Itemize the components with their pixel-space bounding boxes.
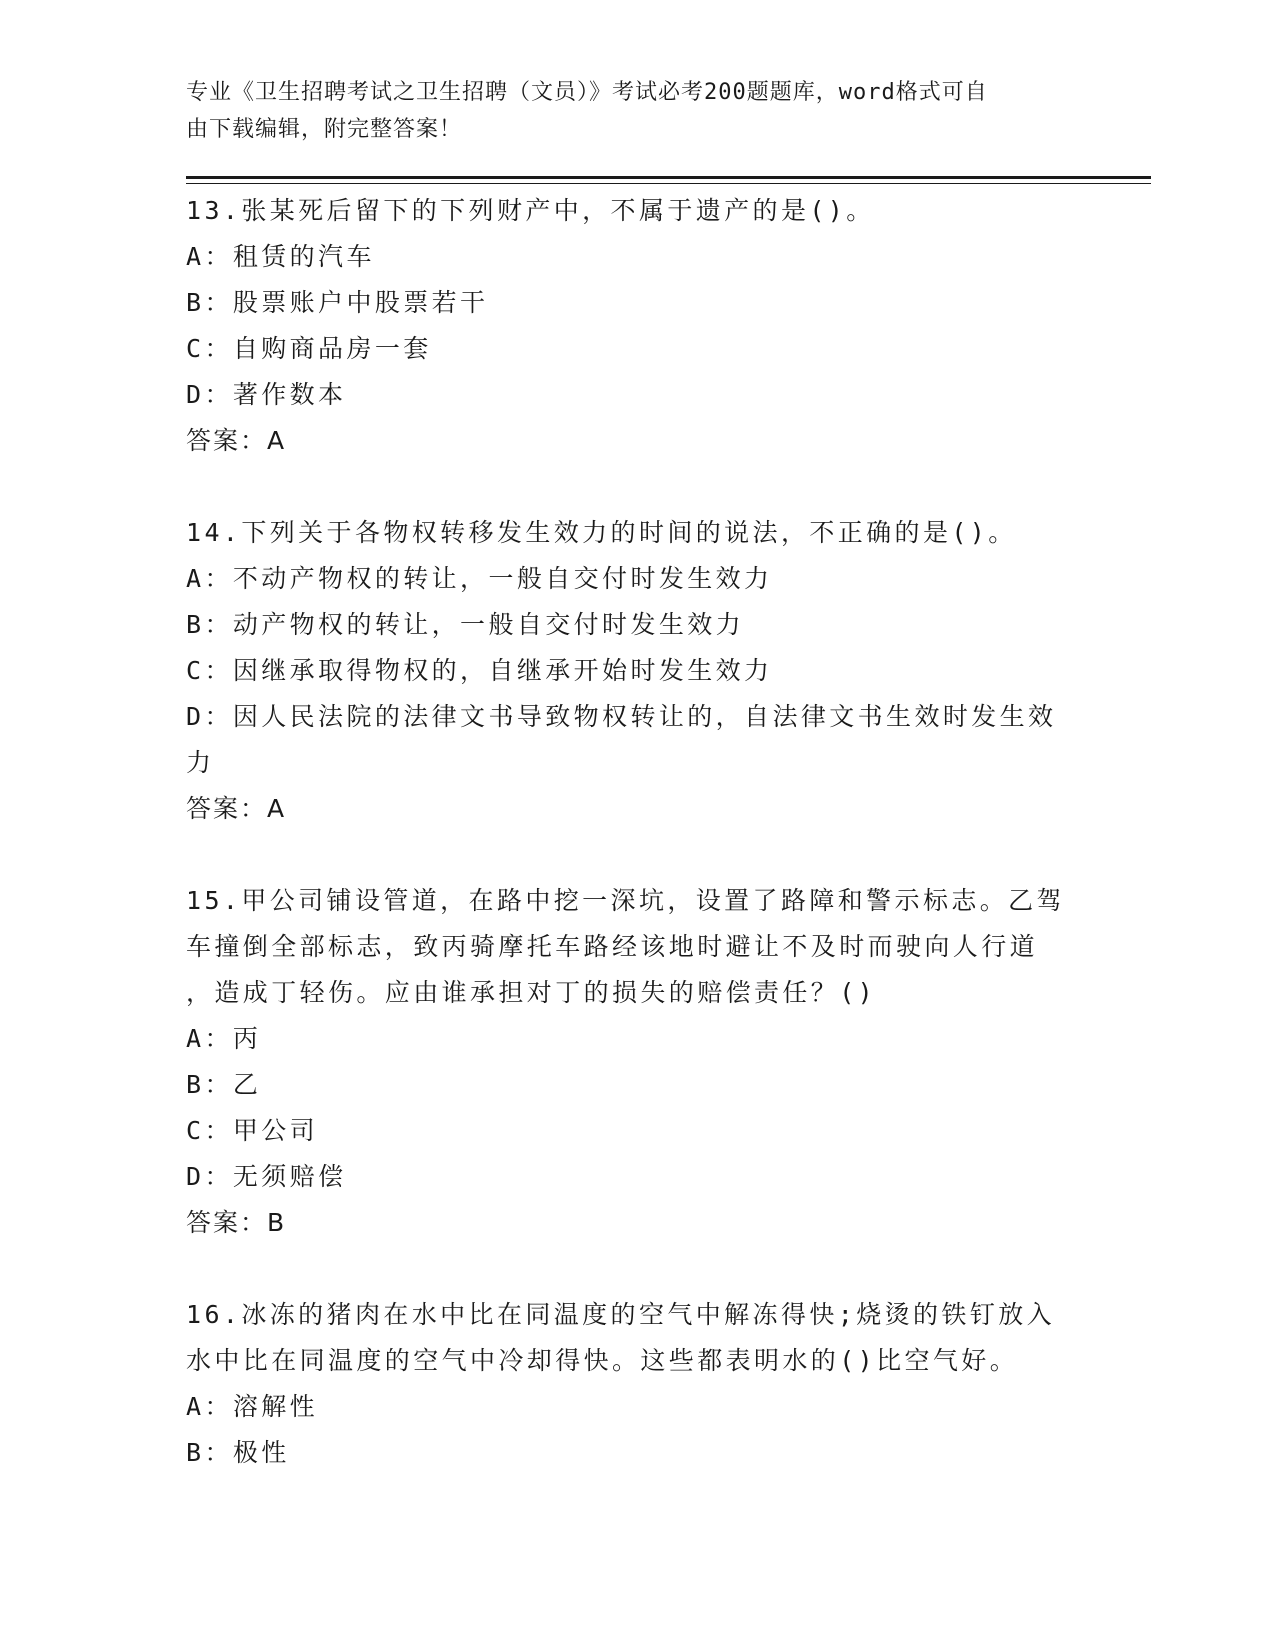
option-a: A：丙 <box>186 1024 262 1053</box>
option-b: B：动产物权的转让，一般自交付时发生效力 <box>186 610 745 639</box>
question-13 <box>186 188 1066 464</box>
document-header <box>186 74 1066 148</box>
answer-label: 答案： <box>186 1208 268 1237</box>
option-d-continued: 力 <box>186 748 215 777</box>
answer-value: A <box>267 426 288 455</box>
question-15 <box>186 878 1066 1246</box>
header-line-2: 由下载编辑，附完整答案！ <box>186 117 463 142</box>
header-divider-thin <box>186 183 1151 184</box>
answer-value: A <box>267 794 288 823</box>
option-d: D：无须赔偿 <box>186 1162 347 1191</box>
question-text-continued: 水中比在同温度的空气中冷却得快。这些都表明水的()比空气好。 <box>186 1346 1019 1375</box>
answer-label: 答案： <box>186 426 268 455</box>
header-divider-thick <box>186 176 1151 179</box>
option-b: B：乙 <box>186 1070 262 1099</box>
header-line-1: 专业《卫生招聘考试之卫生招聘（文员）》考试必考200题题库，word格式可自 <box>186 80 988 105</box>
question-text: 14.下列关于各物权转移发生效力的时间的说法，不正确的是()。 <box>186 518 1017 547</box>
option-a: A：溶解性 <box>186 1392 319 1421</box>
option-b: B：极性 <box>186 1438 290 1467</box>
option-a: A：不动产物权的转让，一般自交付时发生效力 <box>186 564 773 593</box>
answer-label: 答案： <box>186 794 268 823</box>
answer-line <box>186 418 1066 464</box>
question-16 <box>186 1292 1066 1476</box>
option-a: A：租赁的汽车 <box>186 242 375 271</box>
option-c: C：自购商品房一套 <box>186 334 432 363</box>
option-c: C：甲公司 <box>186 1116 319 1145</box>
question-text-continued: ，造成丁轻伤。应由谁承担对丁的损失的赔偿责任？() <box>186 978 877 1007</box>
question-list <box>186 188 1066 1522</box>
question-14 <box>186 510 1066 832</box>
option-d: D：因人民法院的法律文书导致物权转让的，自法律文书生效时发生效 <box>186 702 1057 731</box>
question-text: 16.冰冻的猪肉在水中比在同温度的空气中解冻得快;烧烫的铁钉放入 <box>186 1300 1056 1329</box>
answer-value: B <box>267 1208 288 1237</box>
question-text-continued: 车撞倒全部标志，致丙骑摩托车路经该地时避让不及时而驶向人行道 <box>186 932 1039 961</box>
option-c: C：因继承取得物权的，自继承开始时发生效力 <box>186 656 773 685</box>
option-d: D：著作数本 <box>186 380 347 409</box>
question-text: 15.甲公司铺设管道，在路中挖一深坑，设置了路障和警示标志。乙驾 <box>186 886 1065 915</box>
answer-line <box>186 786 1066 832</box>
option-b: B：股票账户中股票若干 <box>186 288 489 317</box>
question-text: 13.张某死后留下的下列财产中，不属于遗产的是()。 <box>186 196 875 225</box>
answer-line <box>186 1200 1066 1246</box>
